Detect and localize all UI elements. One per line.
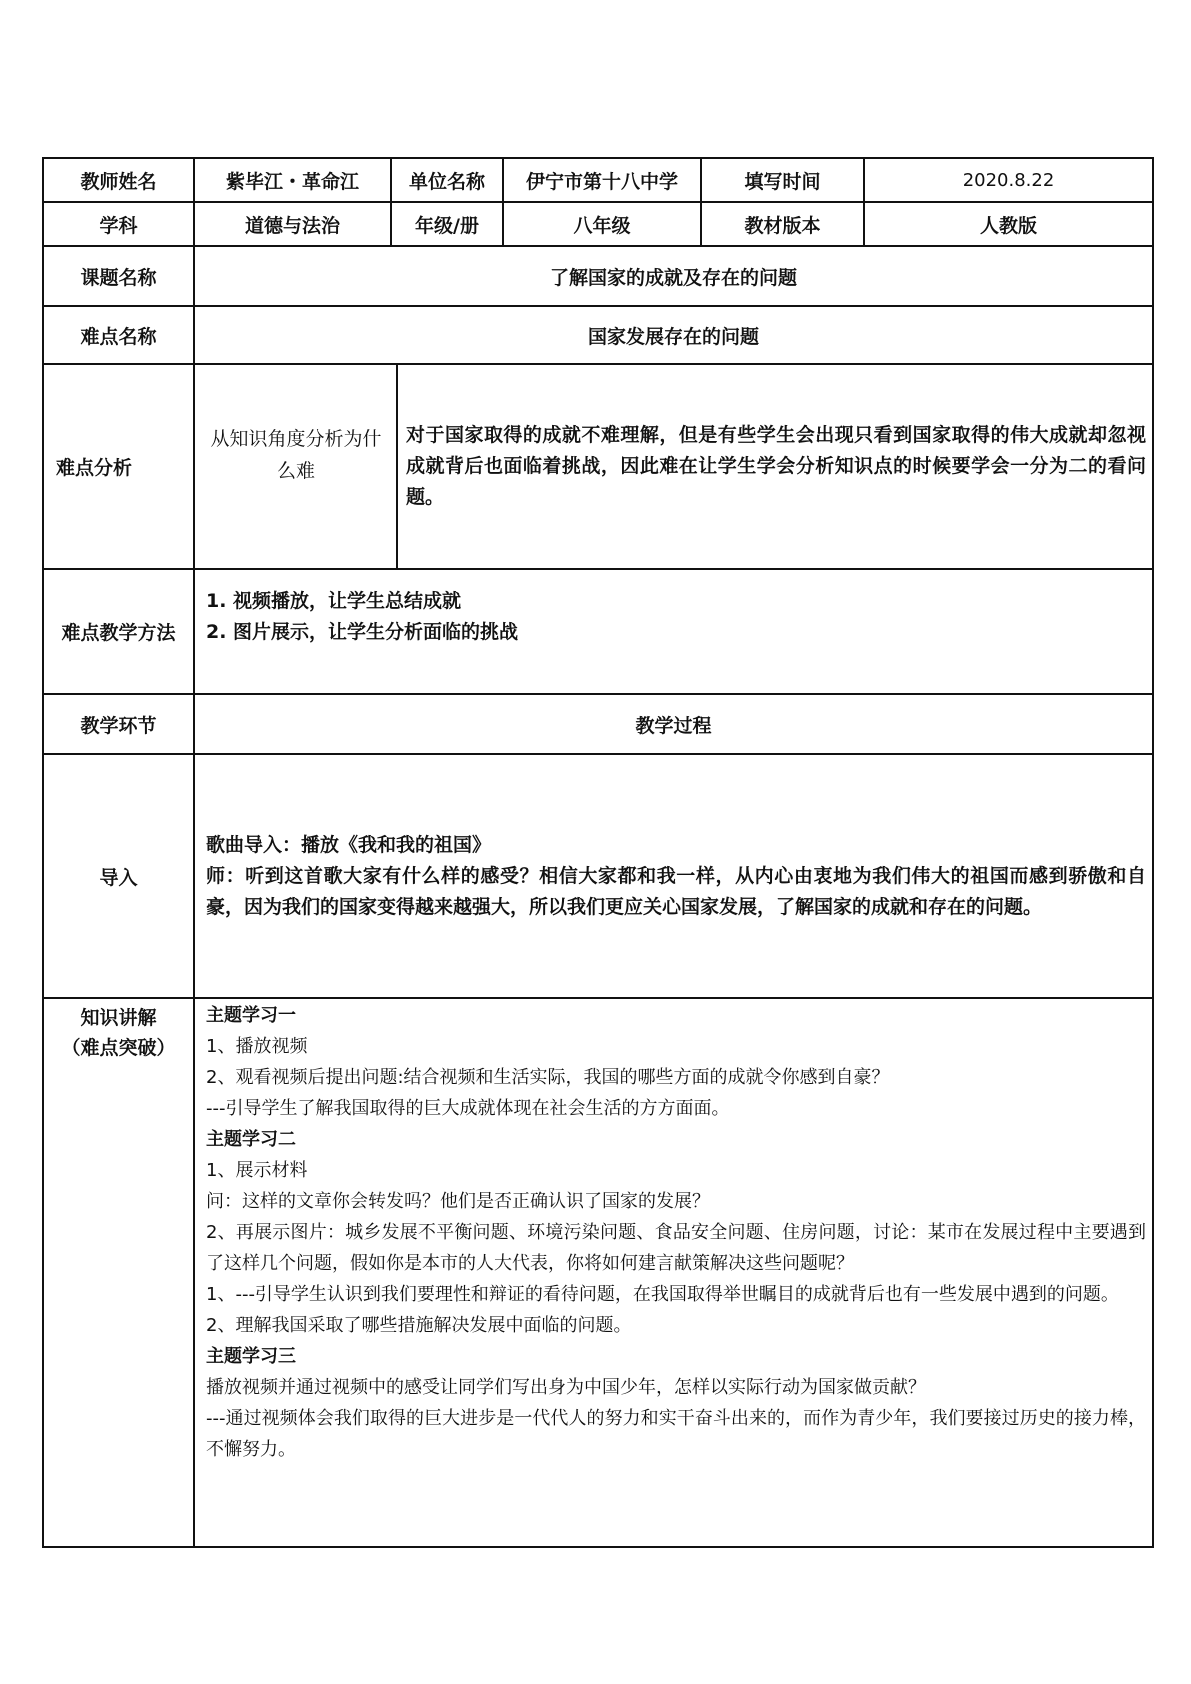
knowledge-line: ---通过视频体会我们取得的巨大进步是一代代人的努力和实干奋斗出来的，而作为青少年，我们要接过历史的接力棒，不懈努力。 [206, 1408, 1146, 1460]
teacher-value: 紫毕江・革命江 [225, 170, 359, 193]
knowledge-line: 1、---引导学生认识到我们要理性和辩证的看待问题，在我国取得举世瞩目的成就背后也有一些发展中遇到的问题。 [206, 1284, 1119, 1305]
knowledge-content [206, 1000, 1146, 1465]
difficulty-value: 国家发展存在的问题 [587, 325, 759, 348]
topic-value: 了解国家的成就及存在的问题 [549, 266, 797, 289]
row-divider [42, 997, 1154, 999]
row-divider [42, 568, 1154, 570]
process-label: 教学环节 [80, 714, 157, 737]
analysis-sub-label: 从知识角度分析为什么难 [210, 428, 382, 482]
col-divider [396, 363, 398, 568]
subject-label: 学科 [99, 214, 138, 237]
knowledge-label [44, 1003, 193, 1063]
knowledge-line: 主题学习三 [206, 1346, 296, 1367]
row-divider [42, 363, 1154, 365]
method-label: 难点教学方法 [61, 622, 176, 644]
date-label: 填写时间 [744, 170, 821, 193]
method-item: 1. 视频播放，让学生总结成就 [206, 590, 462, 612]
teacher-label: 教师姓名 [80, 170, 157, 193]
knowledge-line: 播放视频并通过视频中的感受让同学们写出身为中国少年，怎样以实际行动为国家做贡献？ [206, 1377, 926, 1398]
unit-label: 单位名称 [408, 170, 485, 193]
knowledge-label-line1: 知识讲解 [80, 1007, 157, 1029]
grade-value: 八年级 [573, 214, 631, 237]
knowledge-line: 2、观看视频后提出问题:结合视频和生活实际，我国的哪些方面的成就令你感到自豪？ [206, 1067, 890, 1088]
intro-line2: 师：听到这首歌大家有什么样的感受？相信大家都和我一样，从内心由衷地为我们伟大的祖国而感到骄傲和自豪，因为我们的国家变得越来越强大，所以我们更应关心国家发展，了解国家的成就和存在的问题。 [206, 865, 1146, 918]
knowledge-label-line2: （难点突破） [61, 1037, 176, 1059]
difficulty-label: 难点名称 [80, 325, 157, 348]
knowledge-line: 2、再展示图片：城乡发展不平衡问题、环境污染问题、食品安全问题、住房问题，讨论：某市在发展过程中主要遇到了这样几个问题，假如你是本市的人大代表，你将如何建言献策解决这些问题呢？ [206, 1222, 1146, 1274]
intro-line1: 歌曲导入：播放《我和我的祖国》 [206, 834, 492, 856]
edition-value: 人教版 [979, 214, 1037, 237]
knowledge-line: 主题学习二 [206, 1129, 296, 1150]
knowledge-line: 问：这样的文章你会转发吗？他们是否正确认识了国家的发展？ [206, 1191, 710, 1212]
analysis-label: 难点分析 [56, 457, 133, 479]
knowledge-line: 2、理解我国采取了哪些措施解决发展中面临的问题。 [206, 1315, 632, 1336]
edition-label: 教材版本 [744, 214, 821, 237]
method-item: 2. 图片展示，让学生分析面临的挑战 [206, 621, 519, 643]
subject-value: 道德与法治 [244, 214, 340, 237]
intro-label: 导入 [99, 866, 138, 889]
topic-label: 课题名称 [80, 266, 157, 289]
knowledge-line: 1、展示材料 [206, 1160, 308, 1181]
col-divider [193, 157, 195, 1548]
knowledge-line: 主题学习一 [206, 1005, 296, 1026]
knowledge-line: 1、播放视频 [206, 1036, 308, 1057]
knowledge-line: ---引导学生了解我国取得的巨大成就体现在社会生活的方方面面。 [206, 1098, 730, 1119]
row-divider [42, 753, 1154, 755]
unit-value: 伊宁市第十八中学 [525, 170, 678, 193]
process-value: 教学过程 [635, 714, 712, 737]
analysis-text: 对于国家取得的成就不难理解，但是有些学生会出现只看到国家取得的伟大成就却忽视成就背后也面临着挑战，因此难在让学生学会分析知识点的时候要学会一分为二的看问题。 [406, 424, 1146, 508]
grade-label: 年级/册 [415, 214, 479, 237]
date-value: 2020.8.22 [962, 169, 1055, 191]
